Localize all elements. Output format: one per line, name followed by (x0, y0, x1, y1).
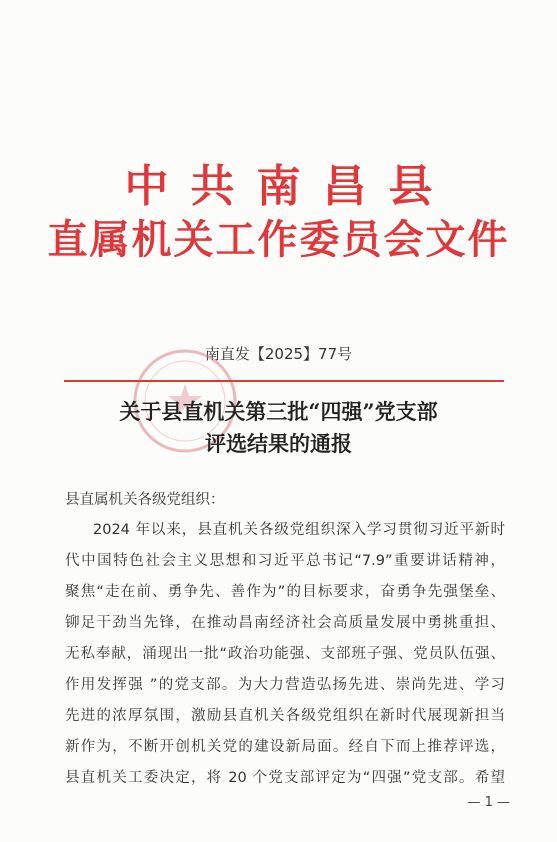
document-number: 南直发【2025】77号 (204, 345, 353, 363)
body-line: 无私奉献，涌现出一批“政治功能强、支部班子强、党员队伍强、 (65, 646, 505, 662)
salutation: 县直属机关各级党组织： (65, 492, 225, 508)
notice-title-line2: 评选结果的通报 (205, 431, 352, 456)
issuer-header-line1: 中共南昌县 (124, 161, 455, 212)
notice-title-line1: 关于县直机关第三批“四强”党支部 (119, 399, 438, 424)
red-separator-rule (64, 380, 504, 382)
body-line: 2024 年以来，县直机关各级党组织深入学习贯彻习近平新时 (93, 522, 505, 538)
issuer-header-line2: 直属机关工作委员会文件 (47, 217, 510, 263)
body-line: 铆足干劲当先锋，在推动昌南经济社会高质量发展中勇挑重担、 (65, 615, 505, 631)
body-line: 作用发挥强 ”的党支部。为大力营造弘扬先进、崇尚先进、学习 (65, 677, 505, 693)
body-line: 代中国特色社会主义思想和习近平总书记“7.9”重要讲话精神， (65, 553, 505, 569)
body-line: 先进的浓厚氛围，激励县直机关各级党组织在新时代展现新担当 (65, 708, 505, 724)
body-line: 聚焦“走在前、勇争先、善作为”的目标要求，奋勇争先强堡垒、 (65, 584, 505, 600)
body-line: 县直机关工委决定，将 20 个党支部评定为“四强”党支部。希望 (65, 770, 505, 786)
body-line: 新作为，不断开创机关党的建设新局面。经自下而上推荐评选， (65, 739, 505, 755)
page-number: — 1 — (467, 795, 510, 810)
